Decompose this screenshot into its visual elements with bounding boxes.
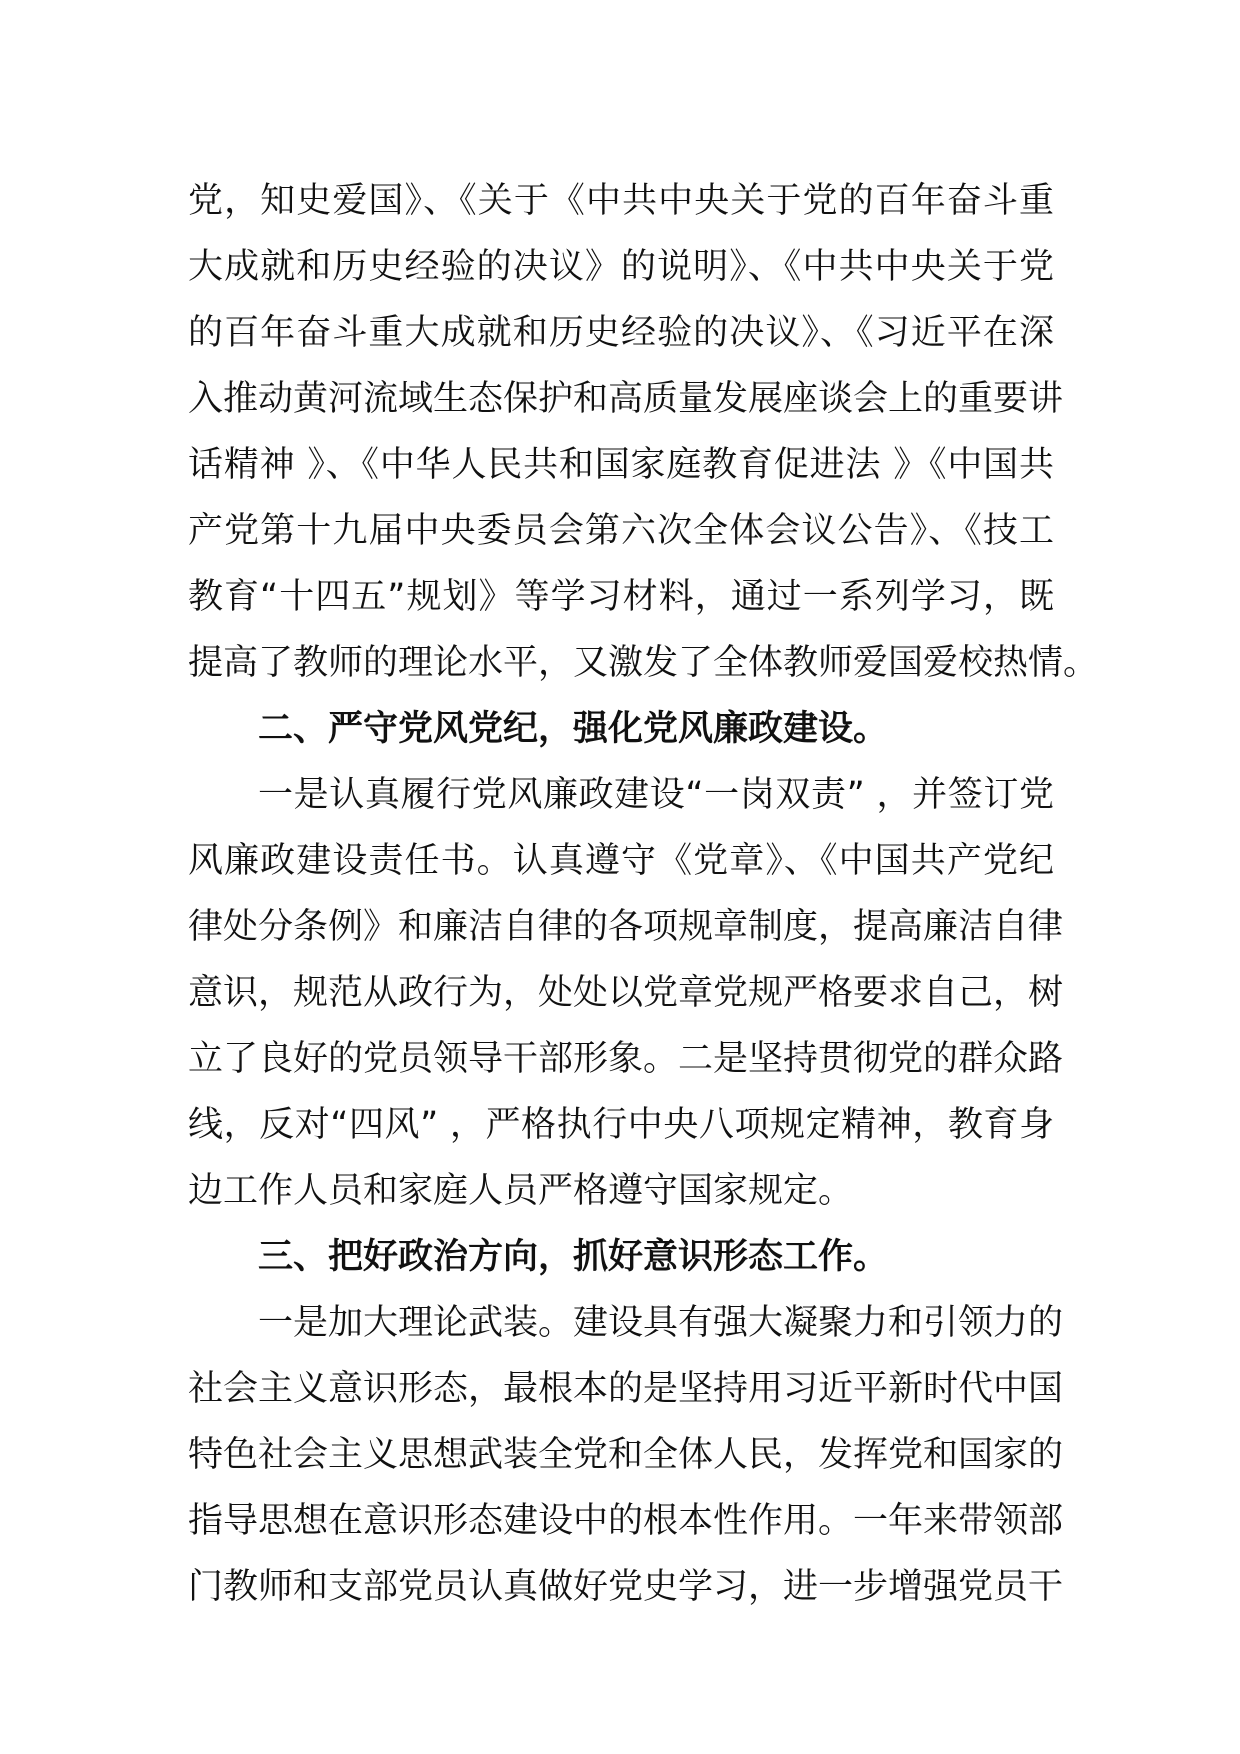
section-heading-2: 二、严守党风党纪，强化党风廉政建设。 — [258, 709, 889, 749]
body-line-11: 风廉政建设责任书。认真遵守《党章》、《中国共产党纪 — [188, 841, 1054, 881]
section-heading-3: 三、把好政治方向，抓好意识形态工作。 — [258, 1237, 889, 1277]
body-line-10: 一是认真履行党风廉政建设“一岗双责” ，并签订党 — [258, 775, 1054, 815]
body-line-5: 话精神 》、《中华人民共和国家庭教育促进法 》《中国共 — [188, 445, 1054, 485]
body-line-12: 律处分条例》和廉洁自律的各项规章制度，提高廉洁自律 — [188, 907, 1064, 947]
body-line-13: 意识，规范从政行为，处处以党章党规严格要求自己，树 — [188, 973, 1064, 1013]
body-line-21: 指导思想在意识形态建设中的根本性作用。一年来带领部 — [188, 1501, 1064, 1541]
body-line-1: 党，知史爱国》、《关于《中共中央关于党的百年奋斗重 — [188, 181, 1054, 221]
body-line-19: 社会主义意识形态，最根本的是坚持用习近平新时代中国 — [188, 1369, 1064, 1409]
body-line-22: 门教师和支部党员认真做好党史学习，进一步增强党员干 — [188, 1567, 1064, 1607]
body-line-16: 边工作人员和家庭人员严格遵守国家规定。 — [188, 1171, 854, 1211]
body-line-15: 线，反对“四风” ，严格执行中央八项规定精神，教育身 — [188, 1105, 1054, 1145]
body-line-2: 大成就和历史经验的决议》的说明》、《中共中央关于党 — [188, 247, 1054, 287]
document-body — [188, 168, 1099, 1620]
body-line-8: 提高了教师的理论水平，又激发了全体教师爱国爱校热情。 — [188, 643, 1099, 683]
body-line-20: 特色社会主义思想武装全党和全体人民，发挥党和国家的 — [188, 1435, 1064, 1475]
body-line-18: 一是加大理论武装。建设具有强大凝聚力和引领力的 — [258, 1303, 1064, 1343]
body-line-14: 立了良好的党员领导干部形象。二是坚持贯彻党的群众路 — [188, 1039, 1064, 1079]
body-line-3: 的百年奋斗重大成就和历史经验的决议》、《习近平在深 — [188, 313, 1054, 353]
body-line-4: 入推动黄河流域生态保护和高质量发展座谈会上的重要讲 — [188, 379, 1064, 419]
body-line-6: 产党第十九届中央委员会第六次全体会议公告》、《技工 — [188, 511, 1054, 551]
body-line-7: 教育“十四五”规划》等学习材料，通过一系列学习，既 — [188, 577, 1054, 617]
